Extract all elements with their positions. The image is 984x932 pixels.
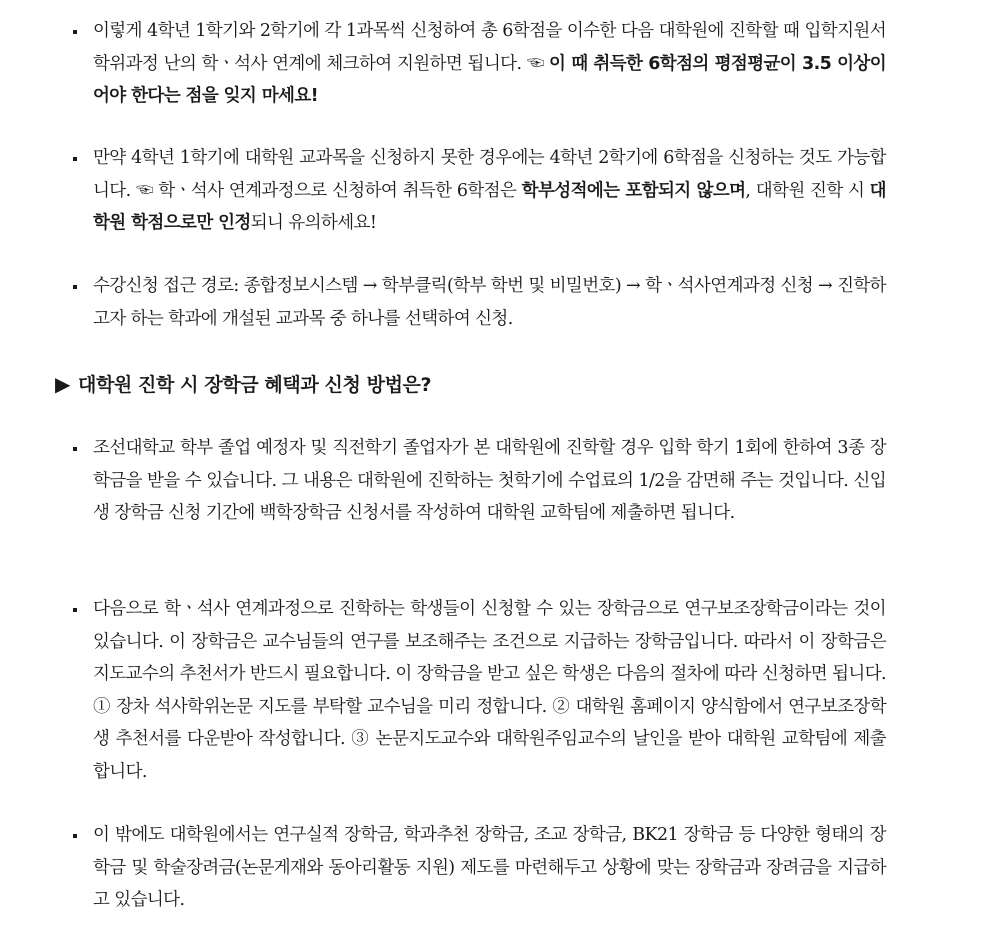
bullet-paragraph-3 (78, 270, 886, 335)
text-segment: , 대학원 진학 시 (745, 180, 870, 201)
bullet-icon (73, 157, 77, 161)
paragraph-text (78, 593, 886, 788)
bold-text-segment: 대학원 학점으로만 인정 (93, 180, 886, 233)
heading-text: 대학원 진학 시 장학금 혜택과 신청 방법은? (77, 374, 432, 396)
bullet-paragraph-1 (78, 15, 886, 113)
bullet-icon (73, 834, 77, 838)
text-segment: 되니 유의하세요! (250, 213, 377, 233)
bold-text-segment: 이 때 취득한 6학점의 평점평균이 3.5 이상이어야 한다는 점을 잊지 마세요! (93, 53, 886, 106)
bullet-paragraph-4 (78, 432, 886, 530)
bullet-icon (73, 285, 77, 289)
text-segment: 조선대학교 학부 졸업 예정자 및 직전학기 졸업자가 본 대학원에 진학할 경우 입학 학기 1회에 한하여 3종 장학금을 받을 수 있습니다. 그 내용은 대학원에 진학하는 첫학기에 수업료의 1/2을 감면해 주는 것입니다. 신입생 장학금 신청 기간에 백학장학금 신청서를 작성하여 대학원 교학팀에 제출하면 됩니다. (93, 438, 886, 523)
paragraph-text (78, 142, 886, 240)
bullet-paragraph-5 (78, 593, 886, 788)
bullet-paragraph-2 (78, 142, 886, 240)
bullet-paragraph-6 (78, 819, 886, 917)
bold-text-segment: 학부성적에는 포함되지 않으며 (521, 180, 746, 201)
paragraph-text (78, 432, 886, 530)
text-segment: 만약 4학년 1학기에 대학원 교과목을 신청하지 못한 경우에는 4학년 2학기에 6학점을 신청하는 것도 가능합니다. ☜ 학ㆍ석사 연계과정으로 신청하여 취득한 6학점은 (93, 148, 886, 201)
bullet-icon (73, 30, 77, 34)
bullet-icon (73, 447, 77, 451)
bullet-icon (73, 608, 77, 612)
text-segment: 이렇게 4학년 1학기와 2학기에 각 1과목씩 신청하여 총 6학점을 이수한 다음 대학원에 진학할 때 입학지원서 학위과정 난의 학ㆍ석사 연계에 체크하여 지원하면 됩니다. ☜ (93, 21, 886, 74)
triangle-marker-icon: ▶ (55, 372, 70, 396)
text-segment: 수강신청 접근 경로: 종합정보시스템 → 학부클릭(학부 학번 및 비밀번호) → 학ㆍ석사연계과정 신청 → 진학하고자 하는 학과에 개설된 교과목 중 하나를 선택하여 신청. (93, 276, 886, 329)
section-heading (55, 368, 915, 401)
paragraph-text (78, 819, 886, 917)
text-segment: 다음으로 학ㆍ석사 연계과정으로 진학하는 학생들이 신청할 수 있는 장학금으로 연구보조장학금이라는 것이 있습니다. 이 장학금은 교수님들의 연구를 보조해주는 조건으로 지급하는 장학금입니다. 따라서 이 장학금은 지도교수의 추천서가 반드시 필요합니다. 이 장학금을 받고 싶은 학생은 다음의 절차에 따라 신청하면 됩니다. ① 장차 석사학위논문 지도를 부탁할 교수님을 미리 정합니다. ② 대학원 홈페이지 양식함에서 연구보조장학생 추천서를 다운받아 작성합니다. ③ 논문지도교수와 대학원주임교수의 날인을 받아 대학원 교학팀에 제출합니다. (93, 599, 886, 782)
text-segment: 이 밖에도 대학원에서는 연구실적 장학금, 학과추천 장학금, 조교 장학금, BK21 장학금 등 다양한 형태의 장학금 및 학술장려금(논문게재와 동아리활동 지원) 제도를 마련해두고 상황에 맞는 장학금과 장려금을 지급하고 있습니다. (93, 825, 886, 910)
paragraph-text (78, 15, 886, 113)
paragraph-text (78, 270, 886, 335)
